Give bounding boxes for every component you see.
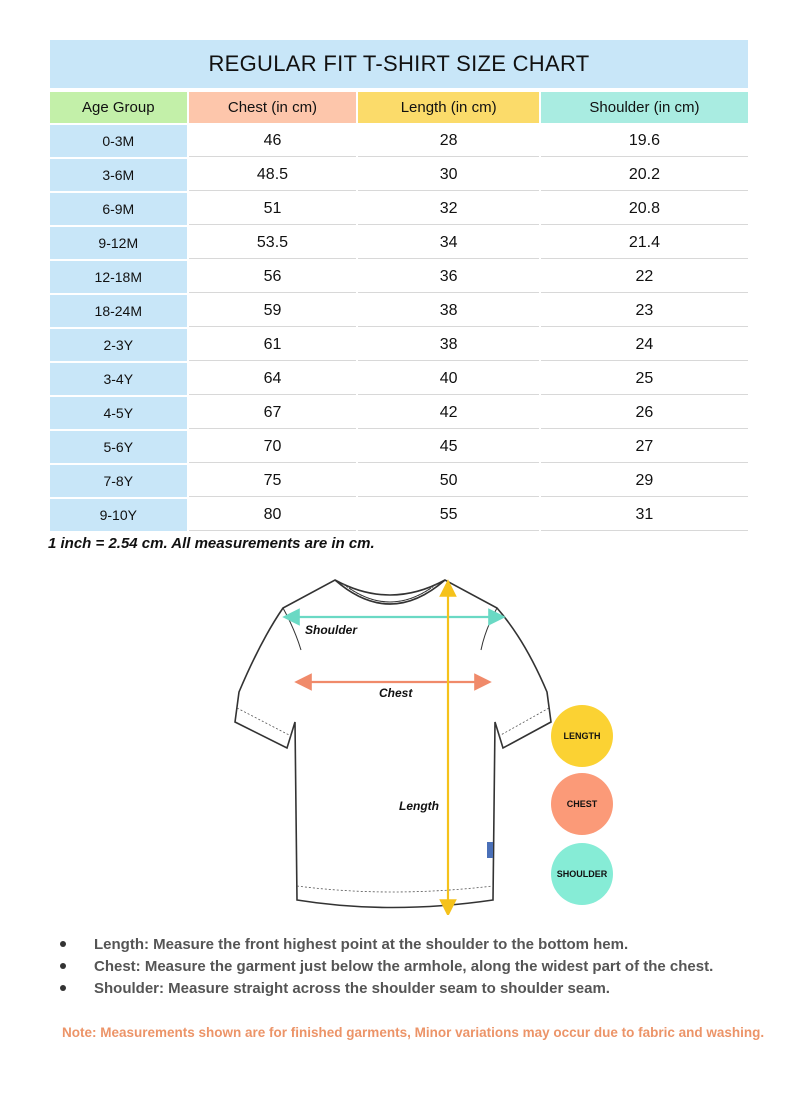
column-header: Shoulder (in cm) <box>541 92 748 123</box>
table-row <box>50 465 748 497</box>
length-cell: 36 <box>358 261 538 293</box>
footer-note: Note: Measurements shown are for finished garments, Minor variations may occur due to fabric and washing. <box>62 1025 765 1040</box>
shirt-outline <box>235 580 551 908</box>
column-header: Length (in cm) <box>358 92 538 123</box>
length-cell: 32 <box>358 193 538 225</box>
age-group-cell: 3-6M <box>50 159 187 191</box>
shoulder-cell: 29 <box>541 465 748 497</box>
shoulder-cell: 20.8 <box>541 193 748 225</box>
instruction-item <box>60 977 790 999</box>
chest-cell: 56 <box>189 261 357 293</box>
size-table <box>48 90 750 533</box>
length-cell: 28 <box>358 125 538 157</box>
shoulder-cell: 24 <box>541 329 748 361</box>
size-chart <box>50 40 748 533</box>
chest-cell: 51 <box>189 193 357 225</box>
bullet-dot <box>60 941 66 947</box>
chest-cell: 70 <box>189 431 357 463</box>
age-group-cell: 3-4Y <box>50 363 187 395</box>
table-row <box>50 499 748 531</box>
tag <box>487 842 493 858</box>
table-row <box>50 193 748 225</box>
age-group-cell: 5-6Y <box>50 431 187 463</box>
table-row <box>50 363 748 395</box>
shoulder-cell: 20.2 <box>541 159 748 191</box>
tshirt-diagram <box>225 570 555 915</box>
age-group-cell: 9-12M <box>50 227 187 259</box>
length-legend-circle: LENGTH <box>551 705 613 767</box>
instructions-list <box>60 933 790 999</box>
chest-label: Chest <box>379 686 413 700</box>
chest-cell: 75 <box>189 465 357 497</box>
length-cell: 42 <box>358 397 538 429</box>
table-body <box>50 125 748 531</box>
chest-cell: 61 <box>189 329 357 361</box>
table-row <box>50 227 748 259</box>
length-cell: 55 <box>358 499 538 531</box>
bullet-dot <box>60 985 66 991</box>
chest-cell: 80 <box>189 499 357 531</box>
length-cell: 34 <box>358 227 538 259</box>
shoulder-legend-circle: SHOULDER <box>551 843 613 905</box>
table-row <box>50 329 748 361</box>
instruction-text: Shoulder: Measure straight across the shoulder seam to shoulder seam. <box>94 979 610 997</box>
length-label: Length <box>399 799 439 813</box>
chest-cell: 46 <box>189 125 357 157</box>
table-row <box>50 397 748 429</box>
bullet-dot <box>60 963 66 969</box>
shoulder-cell: 23 <box>541 295 748 327</box>
length-cell: 38 <box>358 329 538 361</box>
shoulder-label: Shoulder <box>305 623 358 637</box>
conversion-note: 1 inch = 2.54 cm. All measurements are in cm. <box>48 535 375 552</box>
length-cell: 40 <box>358 363 538 395</box>
column-header: Age Group <box>50 92 187 123</box>
age-group-cell: 7-8Y <box>50 465 187 497</box>
table-row <box>50 261 748 293</box>
instruction-item <box>60 933 790 955</box>
instruction-item <box>60 955 790 977</box>
instruction-text: Chest: Measure the garment just below the armhole, along the widest part of the chest. <box>94 957 714 975</box>
age-group-cell: 9-10Y <box>50 499 187 531</box>
age-group-cell: 6-9M <box>50 193 187 225</box>
table-row <box>50 125 748 157</box>
shoulder-cell: 26 <box>541 397 748 429</box>
length-cell: 38 <box>358 295 538 327</box>
shoulder-cell: 25 <box>541 363 748 395</box>
age-group-cell: 0-3M <box>50 125 187 157</box>
chest-legend-circle: CHEST <box>551 773 613 835</box>
shoulder-cell: 31 <box>541 499 748 531</box>
length-cell: 50 <box>358 465 538 497</box>
header-row <box>50 92 748 123</box>
shoulder-cell: 21.4 <box>541 227 748 259</box>
age-group-cell: 2-3Y <box>50 329 187 361</box>
table-row <box>50 431 748 463</box>
chest-cell: 59 <box>189 295 357 327</box>
chest-cell: 48.5 <box>189 159 357 191</box>
chest-cell: 64 <box>189 363 357 395</box>
instruction-text: Length: Measure the front highest point at the shoulder to the bottom hem. <box>94 935 629 953</box>
length-cell: 45 <box>358 431 538 463</box>
age-group-cell: 4-5Y <box>50 397 187 429</box>
age-group-cell: 12-18M <box>50 261 187 293</box>
shoulder-cell: 27 <box>541 431 748 463</box>
chest-cell: 53.5 <box>189 227 357 259</box>
column-header: Chest (in cm) <box>189 92 357 123</box>
chart-title: REGULAR FIT T-SHIRT SIZE CHART <box>50 40 748 88</box>
shoulder-cell: 22 <box>541 261 748 293</box>
table-row <box>50 159 748 191</box>
shoulder-cell: 19.6 <box>541 125 748 157</box>
age-group-cell: 18-24M <box>50 295 187 327</box>
length-cell: 30 <box>358 159 538 191</box>
chest-cell: 67 <box>189 397 357 429</box>
table-row <box>50 295 748 327</box>
